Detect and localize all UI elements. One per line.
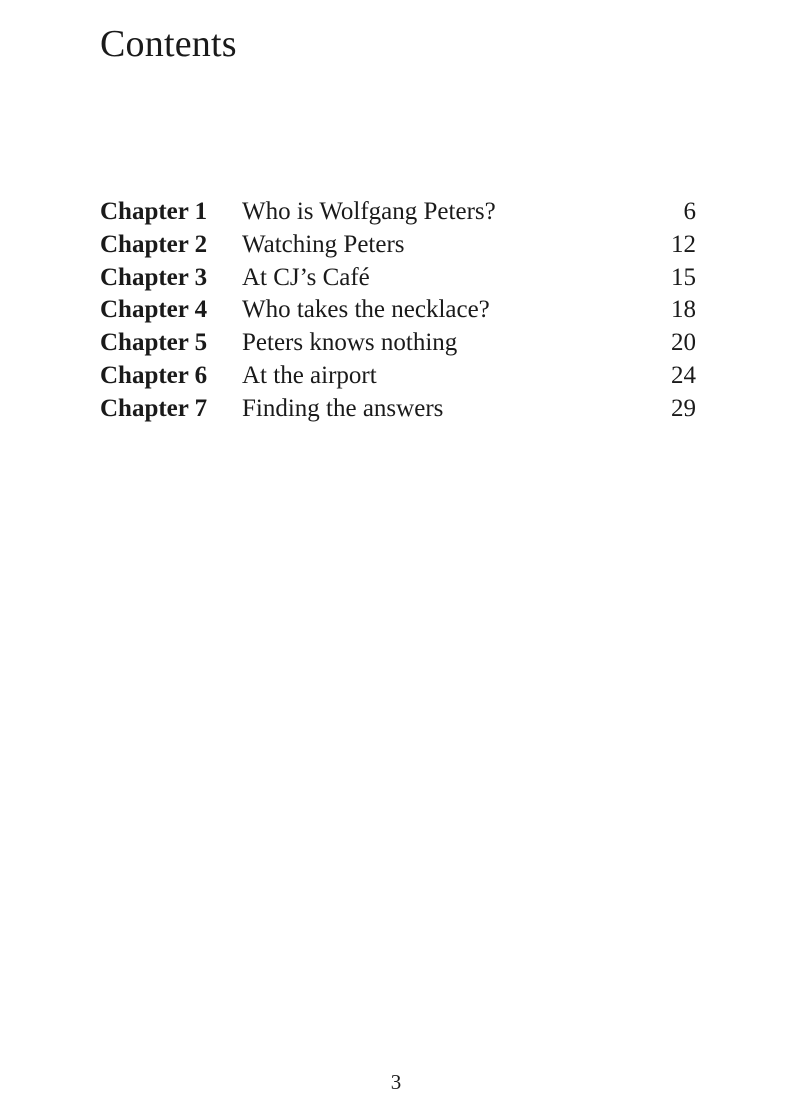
chapter-label: Chapter 7 bbox=[100, 394, 208, 422]
chapter-label: Chapter 4 bbox=[100, 296, 208, 324]
chapter-page-number: 12 bbox=[671, 230, 696, 258]
chapter-title: At the airport bbox=[242, 361, 377, 389]
chapter-page-number: 15 bbox=[671, 263, 696, 291]
page-number: 3 bbox=[390, 1070, 402, 1094]
chapter-title: Peters knows nothing bbox=[242, 329, 458, 357]
chapter-page-number: 18 bbox=[671, 296, 696, 324]
toc-entry-chapter-1[interactable] bbox=[100, 196, 696, 229]
toc-entry-chapter-3[interactable] bbox=[100, 262, 696, 295]
chapter-title: Watching Peters bbox=[242, 230, 405, 258]
chapter-title: Who takes the necklace? bbox=[242, 296, 490, 324]
toc-entry-chapter-2[interactable] bbox=[100, 229, 696, 262]
chapter-label: Chapter 6 bbox=[100, 361, 208, 389]
chapter-label: Chapter 2 bbox=[100, 230, 208, 258]
toc-entry-chapter-7[interactable] bbox=[100, 393, 696, 426]
toc-entry-chapter-5[interactable] bbox=[100, 327, 696, 360]
chapter-page-number: 29 bbox=[671, 394, 696, 422]
page-title: Contents bbox=[100, 23, 237, 65]
chapter-label: Chapter 5 bbox=[100, 329, 208, 357]
chapter-label: Chapter 3 bbox=[100, 263, 208, 291]
toc-entry-chapter-4[interactable] bbox=[100, 294, 696, 327]
chapter-title: At CJ’s Café bbox=[242, 263, 370, 291]
chapter-title: Finding the answers bbox=[242, 394, 444, 422]
chapter-page-number: 20 bbox=[671, 329, 696, 357]
chapter-page-number: 6 bbox=[683, 198, 696, 225]
table-of-contents bbox=[100, 196, 696, 426]
chapter-title: Who is Wolfgang Peters? bbox=[242, 198, 496, 225]
chapter-page-number: 24 bbox=[671, 361, 696, 389]
chapter-label: Chapter 1 bbox=[100, 198, 208, 225]
toc-entry-chapter-6[interactable] bbox=[100, 360, 696, 393]
